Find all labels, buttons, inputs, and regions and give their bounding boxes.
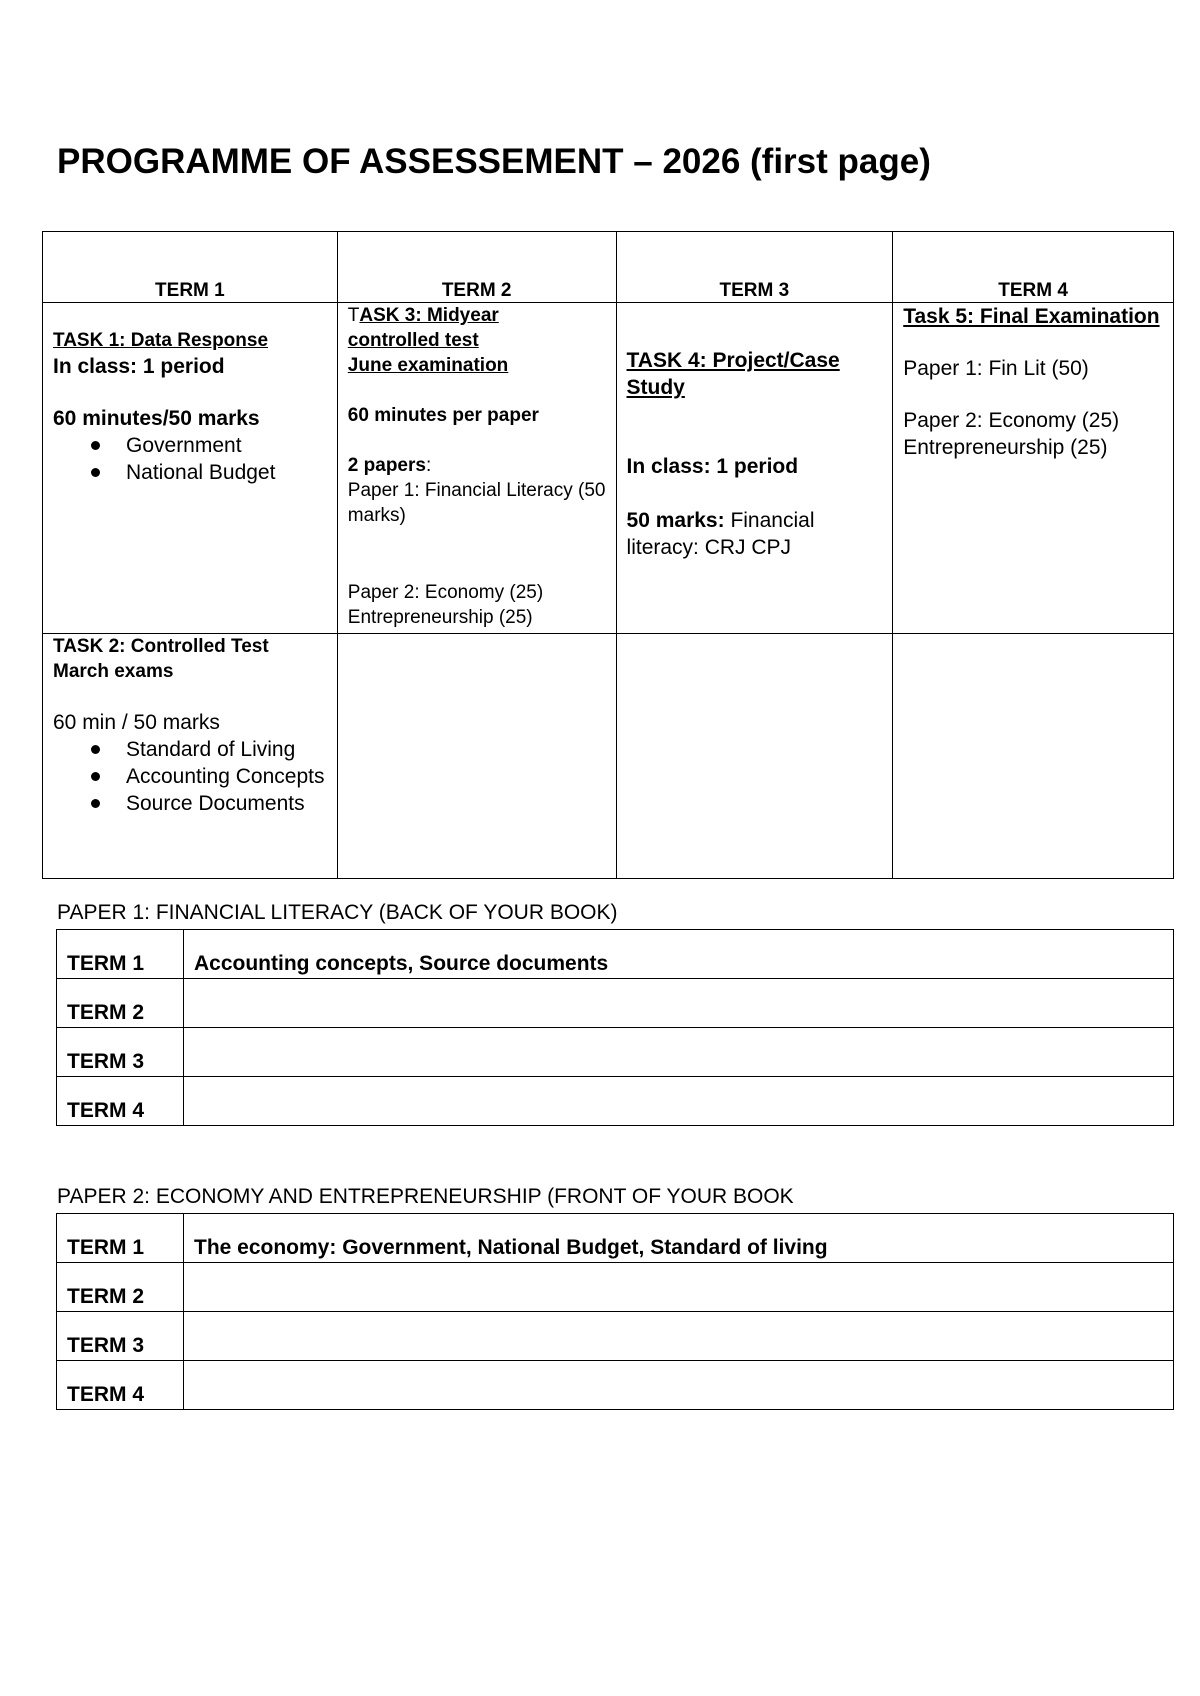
term-content bbox=[184, 979, 1174, 1028]
table-row bbox=[57, 1361, 1174, 1410]
paper-2-section-heading: PAPER 2: ECONOMY AND ENTREPRENEURSHIP (FRONT OF YOUR BOOK bbox=[57, 1185, 794, 1208]
task-1-in-class: In class: 1 period bbox=[53, 355, 225, 378]
task-2-cell bbox=[43, 634, 338, 879]
task-2-topic: Source Documents bbox=[53, 790, 327, 817]
term-label: TERM 2 bbox=[57, 979, 184, 1028]
term-content: Accounting concepts, Source documents bbox=[184, 930, 1174, 979]
task-1-topic: National Budget bbox=[53, 459, 327, 486]
term-header-row bbox=[43, 232, 1174, 303]
empty-cell bbox=[337, 634, 616, 879]
bullet-icon bbox=[91, 745, 100, 754]
task-row-1 bbox=[43, 303, 1174, 634]
task-3-heading-line-3: June examination bbox=[347, 355, 509, 376]
bullet-icon bbox=[91, 468, 100, 477]
task-2-topics bbox=[53, 736, 327, 817]
term-label: TERM 3 bbox=[57, 1028, 184, 1077]
table-row bbox=[57, 930, 1174, 979]
bullet-icon bbox=[91, 441, 100, 450]
bullet-icon bbox=[91, 799, 100, 808]
task-2-topic: Accounting Concepts bbox=[53, 763, 327, 790]
task-3-paper-1: Paper 1: Financial Literacy (50 marks) bbox=[347, 480, 606, 526]
term-label: TERM 4 bbox=[57, 1361, 184, 1410]
term-4-header: TERM 4 bbox=[893, 232, 1174, 303]
task-1-topic: Government bbox=[53, 432, 327, 459]
term-content bbox=[184, 1263, 1174, 1312]
task-2-heading: TASK 2: Controlled Test bbox=[53, 636, 269, 657]
task-5-cell bbox=[893, 303, 1174, 634]
task-3-papers: 2 papers: bbox=[347, 455, 432, 476]
task-1-topics bbox=[53, 432, 327, 486]
paper-1-section-heading: PAPER 1: FINANCIAL LITERACY (BACK OF YOUR BOOK) bbox=[57, 901, 618, 924]
task-3-cell bbox=[337, 303, 616, 634]
term-content bbox=[184, 1361, 1174, 1410]
empty-cell bbox=[893, 634, 1174, 879]
table-row bbox=[57, 1312, 1174, 1361]
page-title: PROGRAMME OF ASSESSEMENT – 2026 (first page) bbox=[57, 142, 931, 181]
paper-2-topics-table bbox=[56, 1213, 1174, 1410]
task-4-cell bbox=[616, 303, 893, 634]
task-3-paper-2: Paper 2: Economy (25) bbox=[347, 582, 544, 603]
task-4-heading: TASK 4: Project/Case Study bbox=[626, 349, 840, 399]
table-row bbox=[57, 979, 1174, 1028]
task-3-duration: 60 minutes per paper bbox=[347, 405, 539, 426]
task-5-paper-2b: Entrepreneurship (25) bbox=[903, 436, 1108, 459]
term-2-header: TERM 2 bbox=[337, 232, 616, 303]
term-label: TERM 1 bbox=[57, 930, 184, 979]
task-1-heading: TASK 1: Data Response bbox=[53, 330, 269, 351]
table-row bbox=[57, 1077, 1174, 1126]
task-5-heading: Task 5: Final Examination bbox=[903, 305, 1160, 328]
assessment-programme-table bbox=[42, 231, 1174, 879]
bullet-icon bbox=[91, 772, 100, 781]
task-3-heading-line-2: controlled test bbox=[347, 330, 479, 351]
table-row bbox=[57, 1214, 1174, 1263]
task-2-duration: 60 min / 50 marks bbox=[53, 711, 220, 734]
task-5-paper-2: Paper 2: Economy (25) bbox=[903, 409, 1120, 432]
task-4-in-class: In class: 1 period bbox=[626, 455, 799, 478]
task-5-paper-1: Paper 1: Fin Lit (50) bbox=[903, 357, 1089, 380]
term-content bbox=[184, 1312, 1174, 1361]
term-content bbox=[184, 1028, 1174, 1077]
table-row bbox=[57, 1263, 1174, 1312]
task-1-cell bbox=[43, 303, 338, 634]
empty-cell bbox=[616, 634, 893, 879]
task-row-2 bbox=[43, 634, 1174, 879]
task-1-duration: 60 minutes/50 marks bbox=[53, 407, 260, 430]
term-label: TERM 4 bbox=[57, 1077, 184, 1126]
term-label: TERM 3 bbox=[57, 1312, 184, 1361]
task-3-heading-line-1: TASK 3: Midyear bbox=[347, 305, 499, 326]
task-4-marks: 50 marks: Financial literacy: CRJ CPJ bbox=[626, 509, 815, 559]
task-2-topic: Standard of Living bbox=[53, 736, 327, 763]
term-label: TERM 1 bbox=[57, 1214, 184, 1263]
term-content: The economy: Government, National Budget, Standard of living bbox=[184, 1214, 1174, 1263]
term-label: TERM 2 bbox=[57, 1263, 184, 1312]
term-1-header: TERM 1 bbox=[43, 232, 338, 303]
table-row bbox=[57, 1028, 1174, 1077]
term-3-header: TERM 3 bbox=[616, 232, 893, 303]
paper-1-topics-table bbox=[56, 929, 1174, 1126]
task-3-paper-2b: Entrepreneurship (25) bbox=[347, 607, 533, 628]
term-content bbox=[184, 1077, 1174, 1126]
task-2-subheading: March exams bbox=[53, 661, 174, 682]
